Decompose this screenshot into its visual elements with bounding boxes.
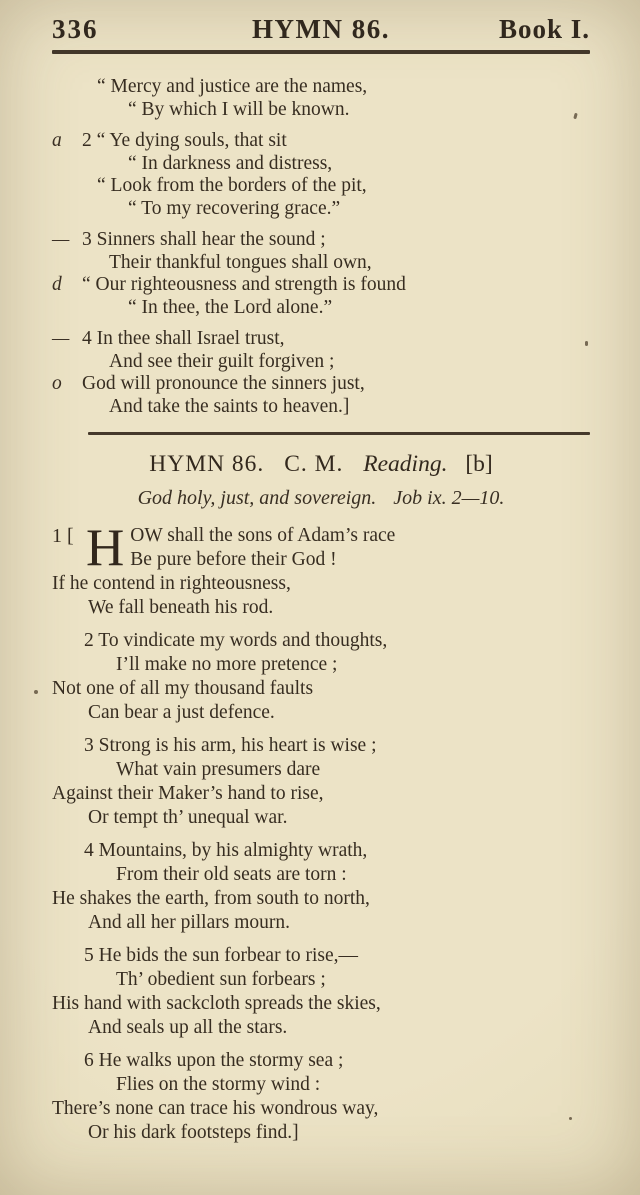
expression-marker: — bbox=[52, 229, 70, 250]
verse-line: There’s none can trace his wondrous way, bbox=[52, 1098, 379, 1119]
verse-line bbox=[52, 153, 590, 176]
running-head-title: HYMN 86. bbox=[252, 14, 390, 44]
hymn-heading bbox=[52, 451, 590, 478]
verse-text: Their thankful tongues shall own, bbox=[109, 251, 372, 273]
scan-speck bbox=[34, 690, 38, 694]
header-rule bbox=[52, 50, 590, 54]
expression-marker bbox=[52, 351, 82, 374]
stanza bbox=[52, 1049, 590, 1145]
expression-marker bbox=[52, 175, 82, 198]
verse-text: 2 “ Ye dying souls, that sit bbox=[82, 130, 287, 151]
expression-marker bbox=[52, 99, 82, 122]
verse-text: God will pronounce the sinners just, bbox=[82, 373, 365, 394]
verse-line bbox=[52, 229, 590, 252]
verse-line bbox=[52, 297, 590, 320]
running-head bbox=[52, 14, 590, 45]
verse-text: 4 In thee shall Israel trust, bbox=[82, 328, 285, 349]
expression-marker: o bbox=[52, 373, 62, 394]
page-number: 336 bbox=[52, 14, 99, 44]
verse-text: “ Look from the borders of the pit, bbox=[97, 175, 367, 196]
verse-line: Flies on the stormy wind : bbox=[116, 1074, 321, 1095]
expression-marker: a bbox=[52, 130, 62, 151]
verse-line bbox=[52, 373, 590, 396]
verse-line bbox=[52, 351, 590, 374]
stanza bbox=[52, 944, 590, 1040]
part-letter: [b] bbox=[465, 451, 493, 477]
hymn-title: HYMN 86. bbox=[149, 451, 265, 477]
verse-line bbox=[52, 396, 590, 419]
verse-line bbox=[52, 130, 590, 153]
tune-name: Reading. bbox=[363, 451, 448, 477]
hymn-subject: God holy, just, and sovereign. bbox=[137, 487, 377, 509]
verse-line: 6 He walks upon the stormy sea ; bbox=[84, 1050, 344, 1071]
verse-line bbox=[52, 274, 590, 297]
meter-label: C. M. bbox=[284, 451, 344, 477]
expression-marker bbox=[52, 297, 82, 320]
verse-line: Or tempt th’ unequal war. bbox=[88, 807, 288, 828]
expression-marker: — bbox=[52, 328, 70, 349]
verse-text: “ In thee, the Lord alone.” bbox=[128, 296, 333, 318]
verse-line: We fall beneath his rod. bbox=[88, 597, 274, 618]
verse-line: He shakes the earth, from south to north, bbox=[52, 888, 370, 909]
verse-line: What vain presumers dare bbox=[116, 759, 321, 780]
verse-line bbox=[52, 328, 590, 351]
scan-speck bbox=[585, 341, 588, 346]
previous-hymn-text bbox=[52, 76, 590, 418]
verse-line: Against their Maker’s hand to rise, bbox=[52, 783, 324, 804]
verse-line: 3 Strong is his arm, his heart is wise ; bbox=[84, 735, 377, 756]
section-divider bbox=[88, 432, 590, 435]
verse-text: And see their guilt forgiven ; bbox=[109, 350, 335, 372]
expression-marker bbox=[52, 153, 82, 176]
stanza-opening-lines bbox=[130, 524, 395, 572]
expression-marker bbox=[52, 252, 82, 275]
drop-cap-initial: H bbox=[86, 519, 125, 577]
expression-marker bbox=[52, 198, 82, 221]
verse-line bbox=[52, 99, 590, 122]
book-label: Book I. bbox=[498, 14, 590, 44]
verse-line: His hand with sackcloth spreads the skies, bbox=[52, 993, 381, 1014]
verse-line: Th’ obedient sun forbears ; bbox=[116, 969, 326, 990]
verse-text: “ By which I will be known. bbox=[128, 98, 350, 120]
verse-line bbox=[52, 175, 590, 198]
scan-speck bbox=[569, 1117, 572, 1120]
stanza bbox=[52, 734, 590, 830]
stanza bbox=[52, 519, 590, 620]
hymn-subject-line bbox=[52, 487, 590, 510]
verse-text: “ To my recovering grace.” bbox=[128, 197, 341, 219]
verse-line: Or his dark footsteps find.] bbox=[88, 1122, 299, 1143]
verse-line: OW shall the sons of Adam’s race bbox=[130, 525, 396, 546]
verse-line: 4 Mountains, by his almighty wrath, bbox=[84, 840, 368, 861]
stanza bbox=[52, 839, 590, 935]
verse-line bbox=[52, 198, 590, 221]
verse-line: 5 He bids the sun forbear to rise,— bbox=[84, 945, 359, 966]
expression-marker: d bbox=[52, 274, 62, 295]
verse-text: “ Our righteousness and strength is found bbox=[82, 274, 406, 295]
verse-line: Not one of all my thousand faults bbox=[52, 678, 314, 699]
verse-text: “ Mercy and justice are the names, bbox=[97, 76, 368, 97]
verse-line: From their old seats are torn : bbox=[116, 864, 347, 885]
verse-line: And all her pillars mourn. bbox=[88, 912, 290, 933]
stanza-number-bracket: 1 [ bbox=[52, 525, 74, 547]
verse-line bbox=[52, 76, 590, 99]
verse-text: “ In darkness and distress, bbox=[128, 152, 333, 174]
verse-text: 3 Sinners shall hear the sound ; bbox=[82, 229, 326, 250]
stanza bbox=[52, 629, 590, 725]
expression-marker bbox=[52, 396, 82, 419]
verse-line: 2 To vindicate my words and thoughts, bbox=[84, 630, 388, 651]
scripture-reference: Job ix. 2—10. bbox=[393, 487, 505, 509]
verse-text: And take the saints to heaven.] bbox=[109, 395, 350, 417]
verse-line bbox=[52, 252, 590, 275]
verse-line: If he contend in righteousness, bbox=[52, 573, 291, 594]
verse-line: Can bear a just defence. bbox=[88, 702, 275, 723]
expression-marker bbox=[52, 76, 82, 99]
hymn-body bbox=[52, 519, 590, 1145]
verse-line: And seals up all the stars. bbox=[88, 1017, 288, 1038]
verse-line: I’ll make no more pretence ; bbox=[116, 654, 338, 675]
stanza-opening bbox=[52, 519, 590, 577]
verse-line: Be pure before their God ! bbox=[130, 549, 337, 570]
